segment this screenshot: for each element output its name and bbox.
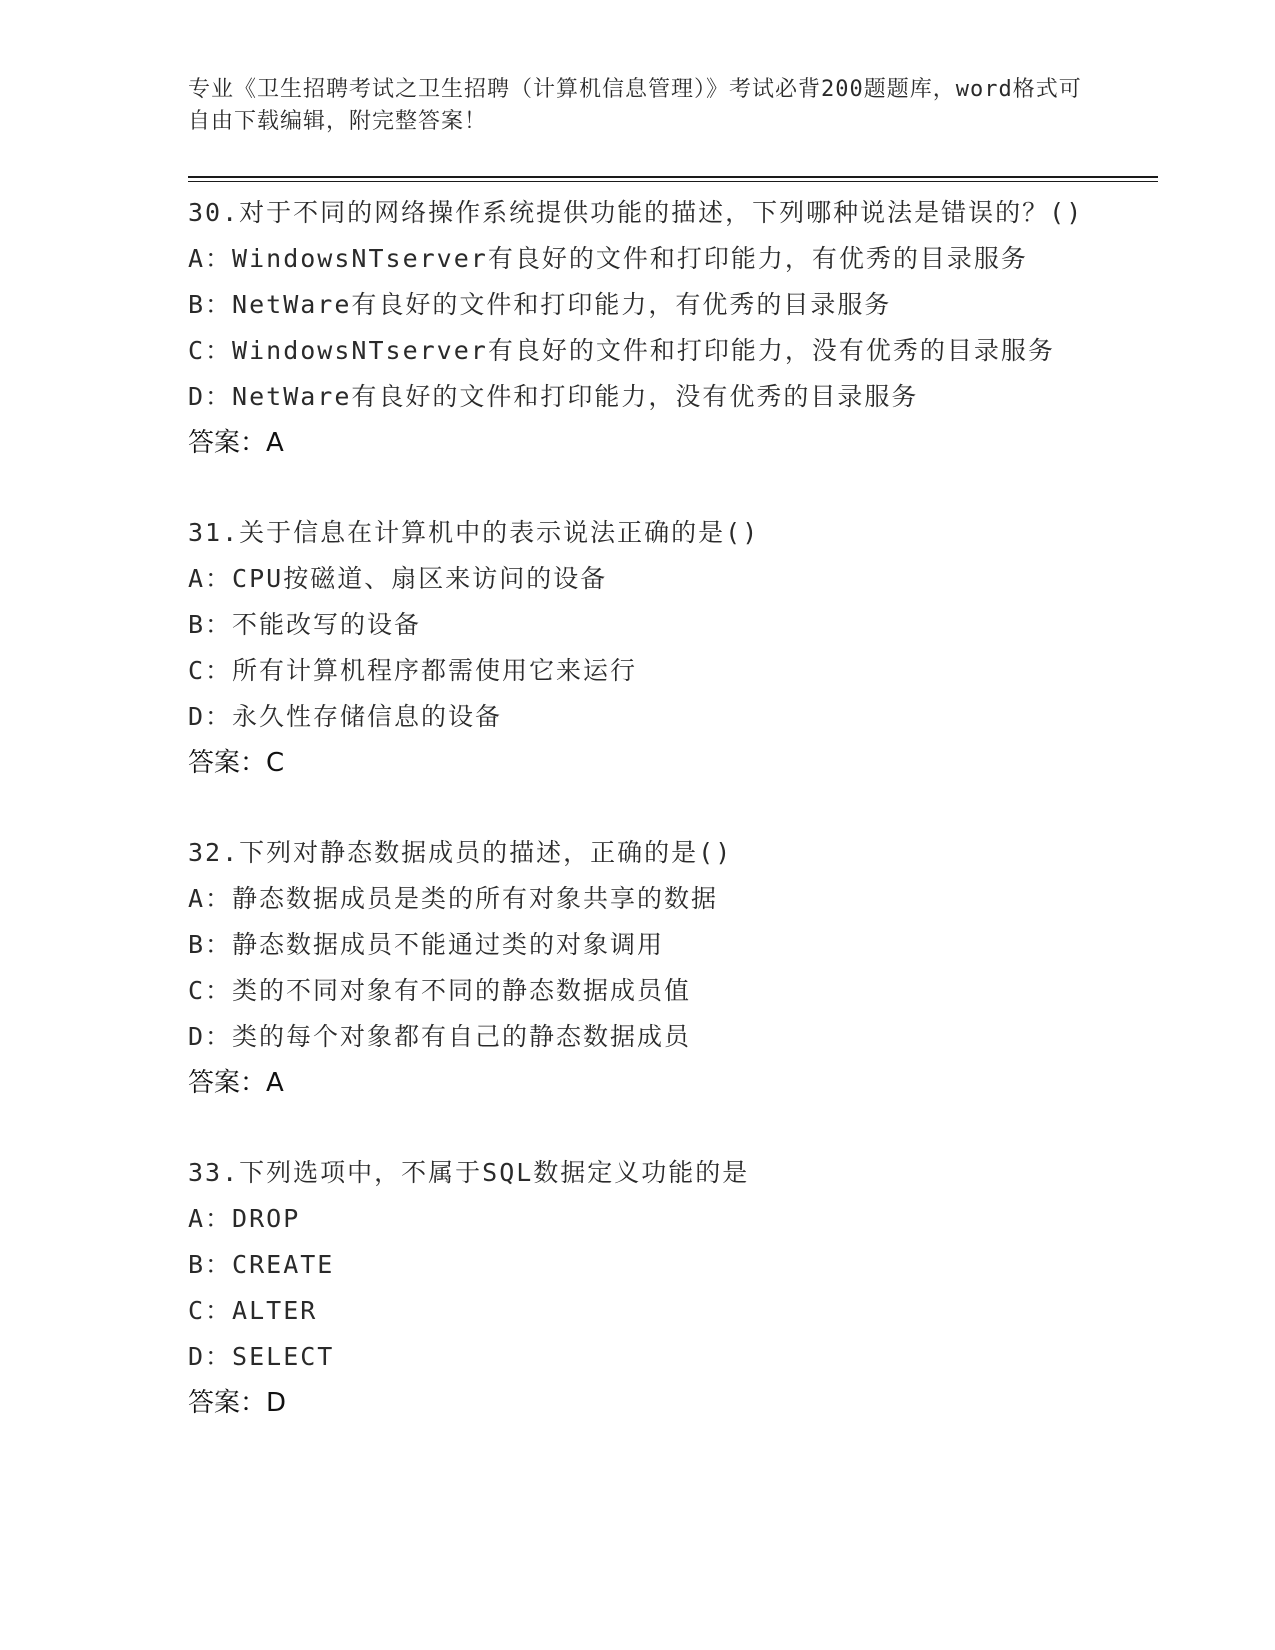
option-d: D：NetWare有良好的文件和打印能力，没有优秀的目录服务	[188, 382, 919, 411]
question-stem: 31.关于信息在计算机中的表示说法正确的是()	[188, 518, 760, 547]
document-intro: 专业《卫生招聘考试之卫生招聘（计算机信息管理）》考试必背200题题库，word格式可自由下载编辑，附完整答案！	[188, 77, 1082, 134]
option-a: A：DROP	[188, 1204, 301, 1233]
question-33	[188, 1150, 1088, 1426]
option-a: A：WindowsNTserver有良好的文件和打印能力，有优秀的目录服务	[188, 244, 1028, 273]
answer: 答案：D	[188, 1388, 287, 1418]
option-b: B：静态数据成员不能通过类的对象调用	[188, 930, 665, 959]
question-31	[188, 510, 1088, 786]
question-stem: 32.下列对静态数据成员的描述，正确的是()	[188, 838, 733, 867]
question-stem: 30.对于不同的网络操作系统提供功能的描述，下列哪种说法是错误的？()	[188, 198, 1084, 227]
option-a: A：CPU按磁道、扇区来访问的设备	[188, 564, 608, 593]
option-d: D：永久性存储信息的设备	[188, 702, 503, 731]
answer: 答案：A	[188, 428, 284, 458]
option-a: A：静态数据成员是类的所有对象共享的数据	[188, 884, 719, 913]
option-d: D：SELECT	[188, 1342, 335, 1371]
header-divider-thin	[188, 181, 1158, 182]
option-b: B：不能改写的设备	[188, 610, 422, 639]
option-b: B：CREATE	[188, 1250, 335, 1279]
question-list	[188, 190, 1088, 1470]
question-30	[188, 190, 1088, 466]
answer: 答案：C	[188, 748, 285, 778]
option-b: B：NetWare有良好的文件和打印能力，有优秀的目录服务	[188, 290, 892, 319]
option-c: C：类的不同对象有不同的静态数据成员值	[188, 976, 692, 1005]
question-stem: 33.下列选项中，不属于SQL数据定义功能的是	[188, 1158, 750, 1187]
option-c: C：所有计算机程序都需使用它来运行	[188, 656, 638, 685]
answer: 答案：A	[188, 1068, 284, 1098]
header-divider-thick	[188, 176, 1158, 178]
question-32	[188, 830, 1088, 1106]
option-c: C：ALTER	[188, 1296, 318, 1325]
option-d: D：类的每个对象都有自己的静态数据成员	[188, 1022, 692, 1051]
option-c: C：WindowsNTserver有良好的文件和打印能力，没有优秀的目录服务	[188, 336, 1055, 365]
